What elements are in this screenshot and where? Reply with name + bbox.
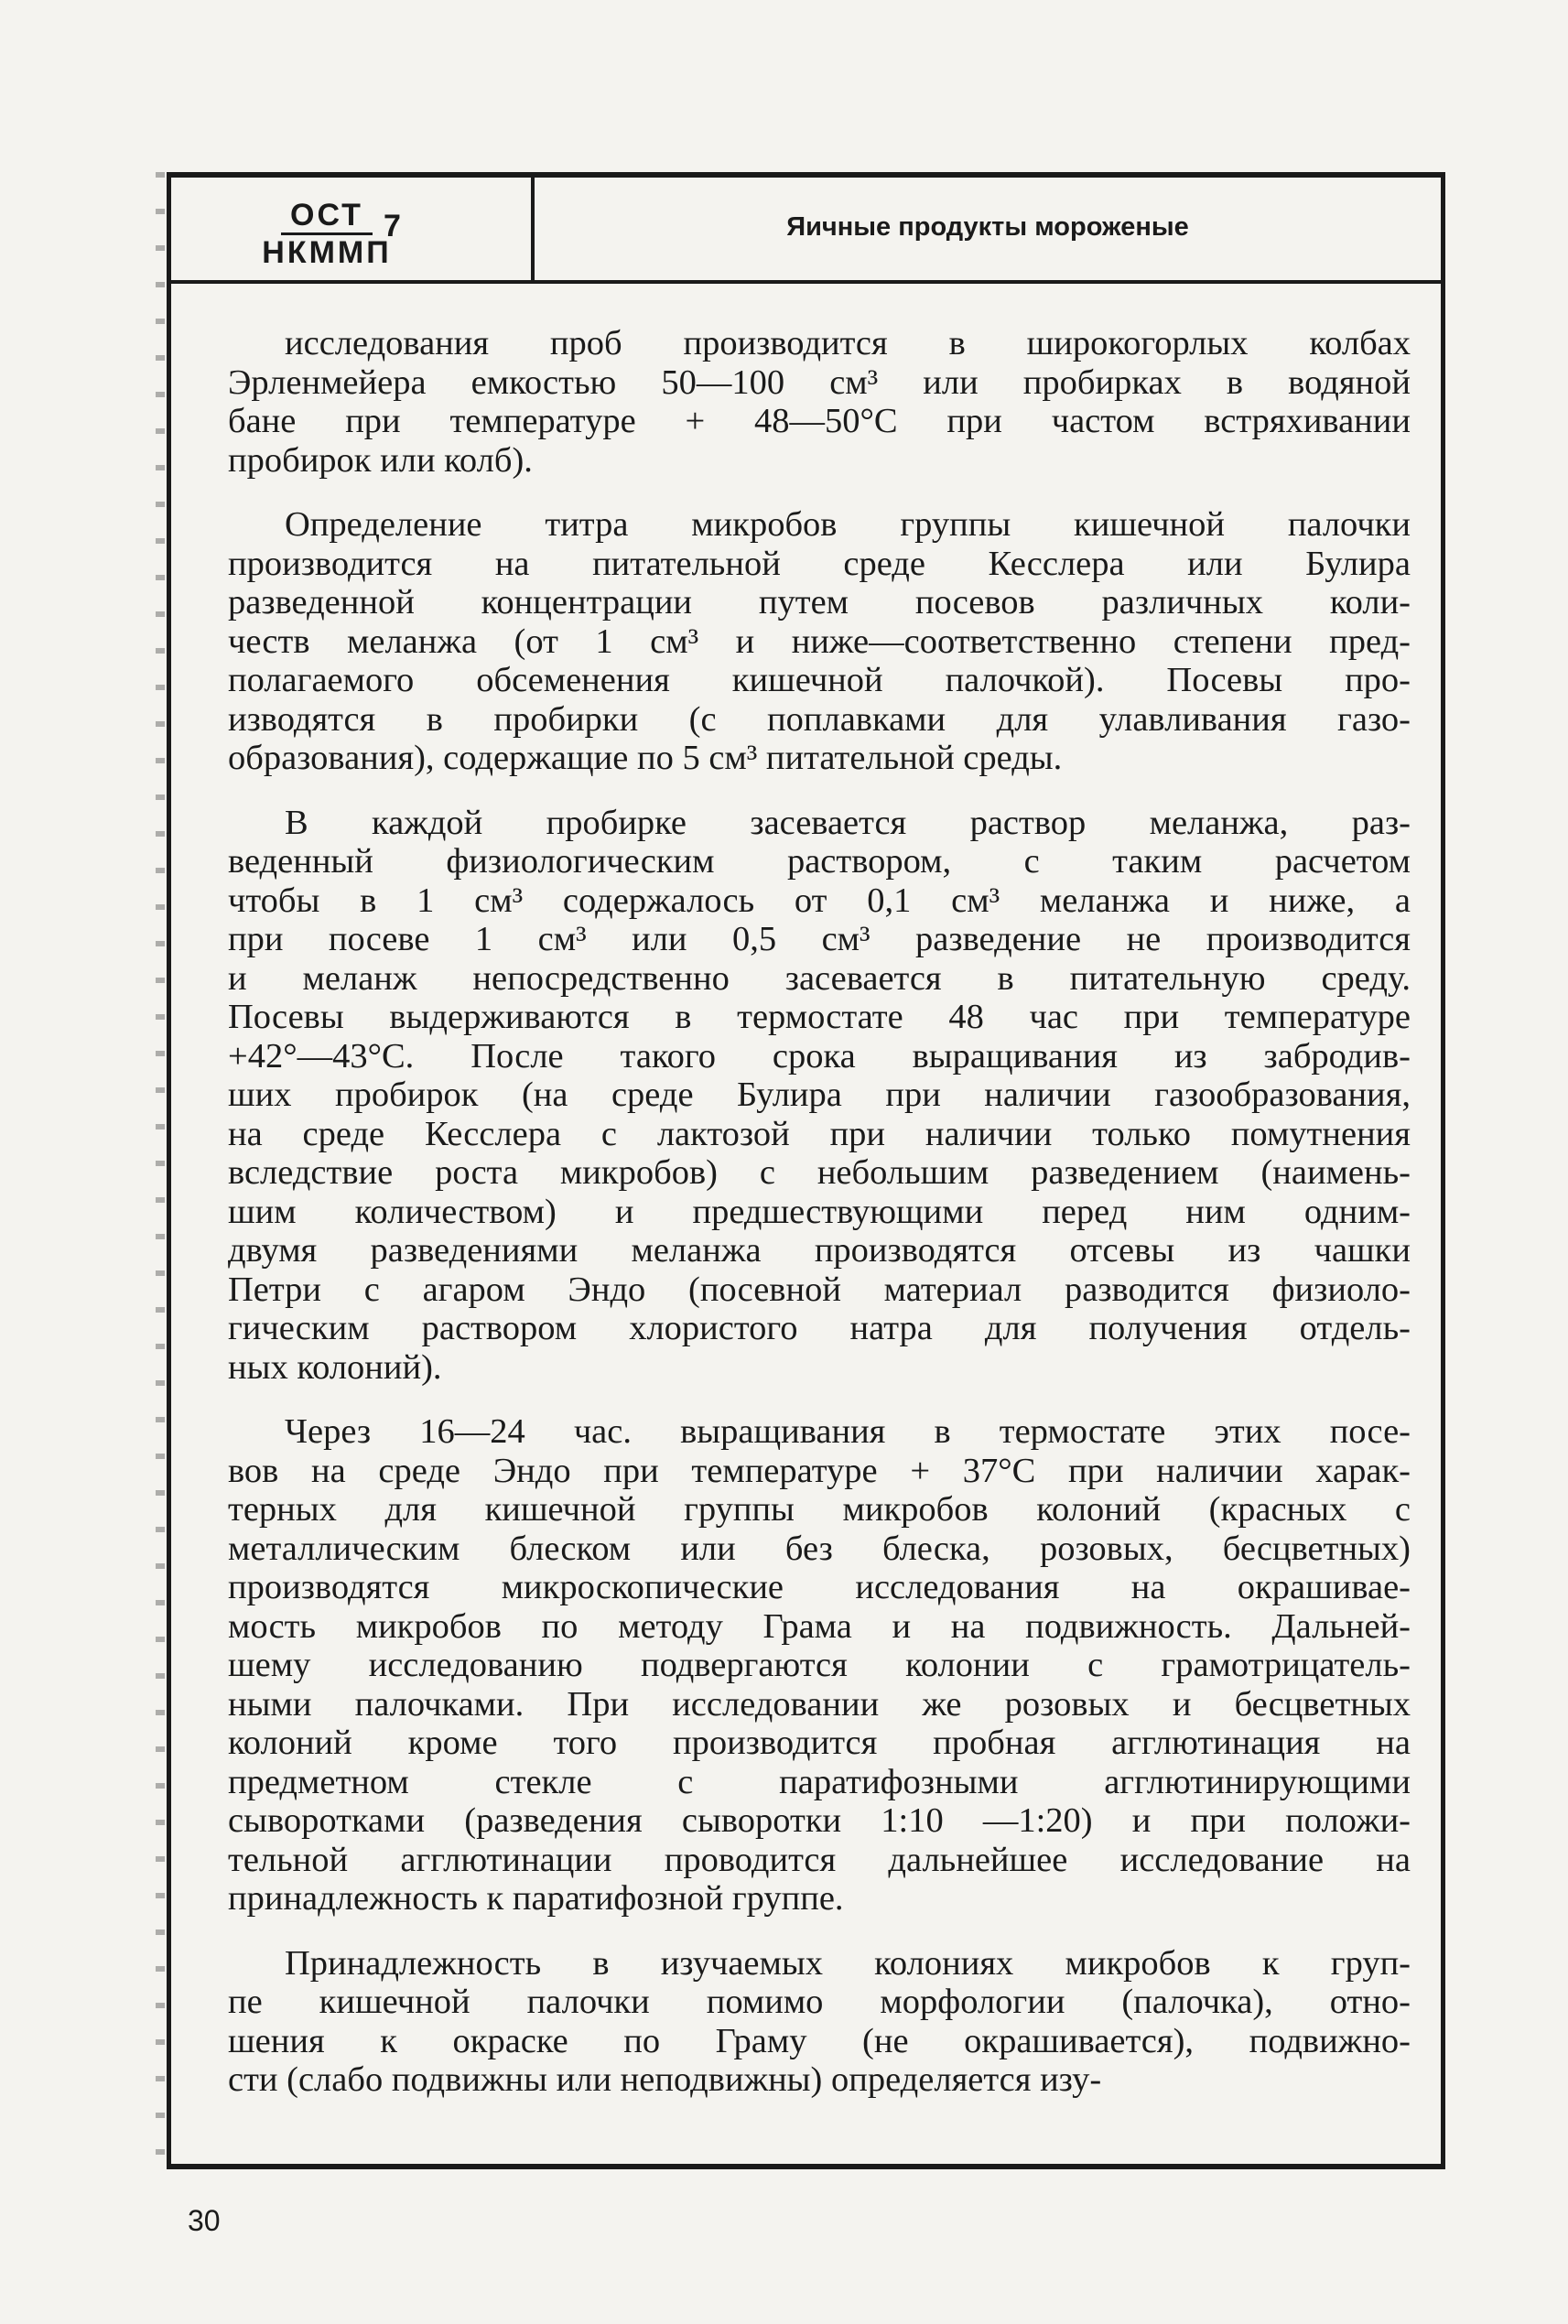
paragraph <box>228 804 1411 1388</box>
text-line: гическим раствором хлористого натра для получения отдель- <box>228 1309 1411 1347</box>
text-line: мость микробов по методу Грама и на подвижность. Дальней- <box>228 1606 1411 1646</box>
text-line: В каждой пробирке засевается раствор меланжа, раз- <box>285 803 1411 842</box>
paragraph <box>228 1944 1411 2100</box>
text-line: двумя разведениями меланжа производятся отсевы из чашки <box>228 1231 1411 1270</box>
text-line: ших пробирок (на среде Булира при наличии газообразования, <box>228 1076 1411 1114</box>
text-line: +42°—43°С. После такого срока выращивания из забродив- <box>228 1036 1411 1076</box>
text-line: образования), содержащие по 5 см³ питательной среды. <box>228 739 1063 777</box>
scan-edge-artifact <box>156 172 165 2169</box>
text-line: Через 16—24 час. выращивания в термостате этих посе- <box>285 1412 1411 1451</box>
text-line: исследования проб производится в широкогорлых колбах <box>285 324 1411 362</box>
text-line: Посевы выдерживаются в термостате 48 час при температуре <box>228 998 1411 1036</box>
text-line: металлическим блеском или без блеска, розовых, бесцветных) <box>228 1529 1411 1568</box>
text-line: ными палочками. При исследовании же розовых и бесцветных <box>228 1684 1411 1724</box>
standard-code-bottom: НКММП <box>262 235 392 270</box>
text-line: на среде Кесслера с лактозой при наличии только помутнения <box>228 1114 1411 1153</box>
text-line: Петри с агаром Эндо (посевной материал разводится физиоло- <box>228 1270 1411 1309</box>
text-line: изводятся в пробирки (с поплавками для улавливания газо- <box>228 699 1411 739</box>
paragraph <box>228 505 1411 778</box>
text-line: шения к окраске по Граму (не окрашивается), подвижно- <box>228 2021 1411 2060</box>
text-line: предметном стекле с паратифозными агглютинирующими <box>228 1762 1411 1801</box>
text-line: ных колоний). <box>228 1347 442 1387</box>
body-text <box>228 324 1411 2125</box>
text-line: колоний кроме того производится пробная агглютинация на <box>228 1724 1411 1762</box>
page-title: Яичные продукты мороженые <box>786 212 1189 242</box>
text-line: вследствие роста микробов) с небольшим разведением (наимень- <box>228 1153 1411 1192</box>
text-line: чтобы в 1 см³ содержалось от 0,1 см³ меланжа и ниже, а <box>228 881 1411 920</box>
page-number: 30 <box>188 2204 221 2237</box>
text-line: шему исследованию подвергаются колонии с грамотрицатель- <box>228 1646 1411 1684</box>
text-line: производится на питательной среде Кесслера или Булира <box>228 544 1411 583</box>
text-line: сти (слабо подвижны или неподвижны) определяется изу- <box>228 2060 1102 2099</box>
text-line: вов на среде Эндо при температуре + 37°С при наличии харак- <box>228 1451 1411 1490</box>
text-line: честв меланжа (от 1 см³ и ниже—соответственно степени пред- <box>228 622 1411 661</box>
page-frame <box>167 172 1445 2169</box>
paragraph <box>228 324 1411 480</box>
paragraph <box>228 1412 1411 1919</box>
text-line: сыворотками (разведения сыворотки 1:10 —1:20) и при положи- <box>228 1801 1411 1840</box>
text-line: пробирок или колб). <box>228 440 533 480</box>
text-line: производятся микроскопические исследования на окрашивае- <box>228 1568 1411 1606</box>
text-line: Определение титра микробов группы кишечной палочки <box>285 505 1411 544</box>
text-line: шим количеством) и предшествующими перед ним одним- <box>228 1192 1411 1231</box>
text-line: полагаемого обсеменения кишечной палочкой). Посевы про- <box>228 661 1411 699</box>
text-line: и меланж непосредственно засевается в питательную среду. <box>228 958 1411 998</box>
text-line: разведенной концентрации путем посевов различных коли- <box>228 583 1411 622</box>
text-line: Принадлежность в изучаемых колониях микробов к груп- <box>285 1943 1411 1983</box>
page-header <box>171 178 1441 284</box>
text-line: веденный физиологическим раствором, с таким расчетом <box>228 842 1411 881</box>
standard-number: 7 <box>384 209 401 243</box>
text-line: бане при температуре + 48—50°С при частом встряхивании <box>228 402 1411 440</box>
text-line: тельной агглютинации проводится дальнейшее исследование на <box>228 1840 1411 1879</box>
text-line: при посеве 1 см³ или 0,5 см³ разведение не производится <box>228 920 1411 958</box>
text-line: терных для кишечной группы микробов колоний (красных с <box>228 1490 1411 1529</box>
text-line: принадлежность к паратифозной группе. <box>228 1879 844 1918</box>
standard-code-top: ОСТ <box>281 198 373 235</box>
text-line: Эрленмейера емкостью 50—100 см³ или пробирках в водяной <box>228 362 1411 402</box>
text-line: пе кишечной палочки помимо морфологии (палочка), отно- <box>228 1983 1411 2021</box>
